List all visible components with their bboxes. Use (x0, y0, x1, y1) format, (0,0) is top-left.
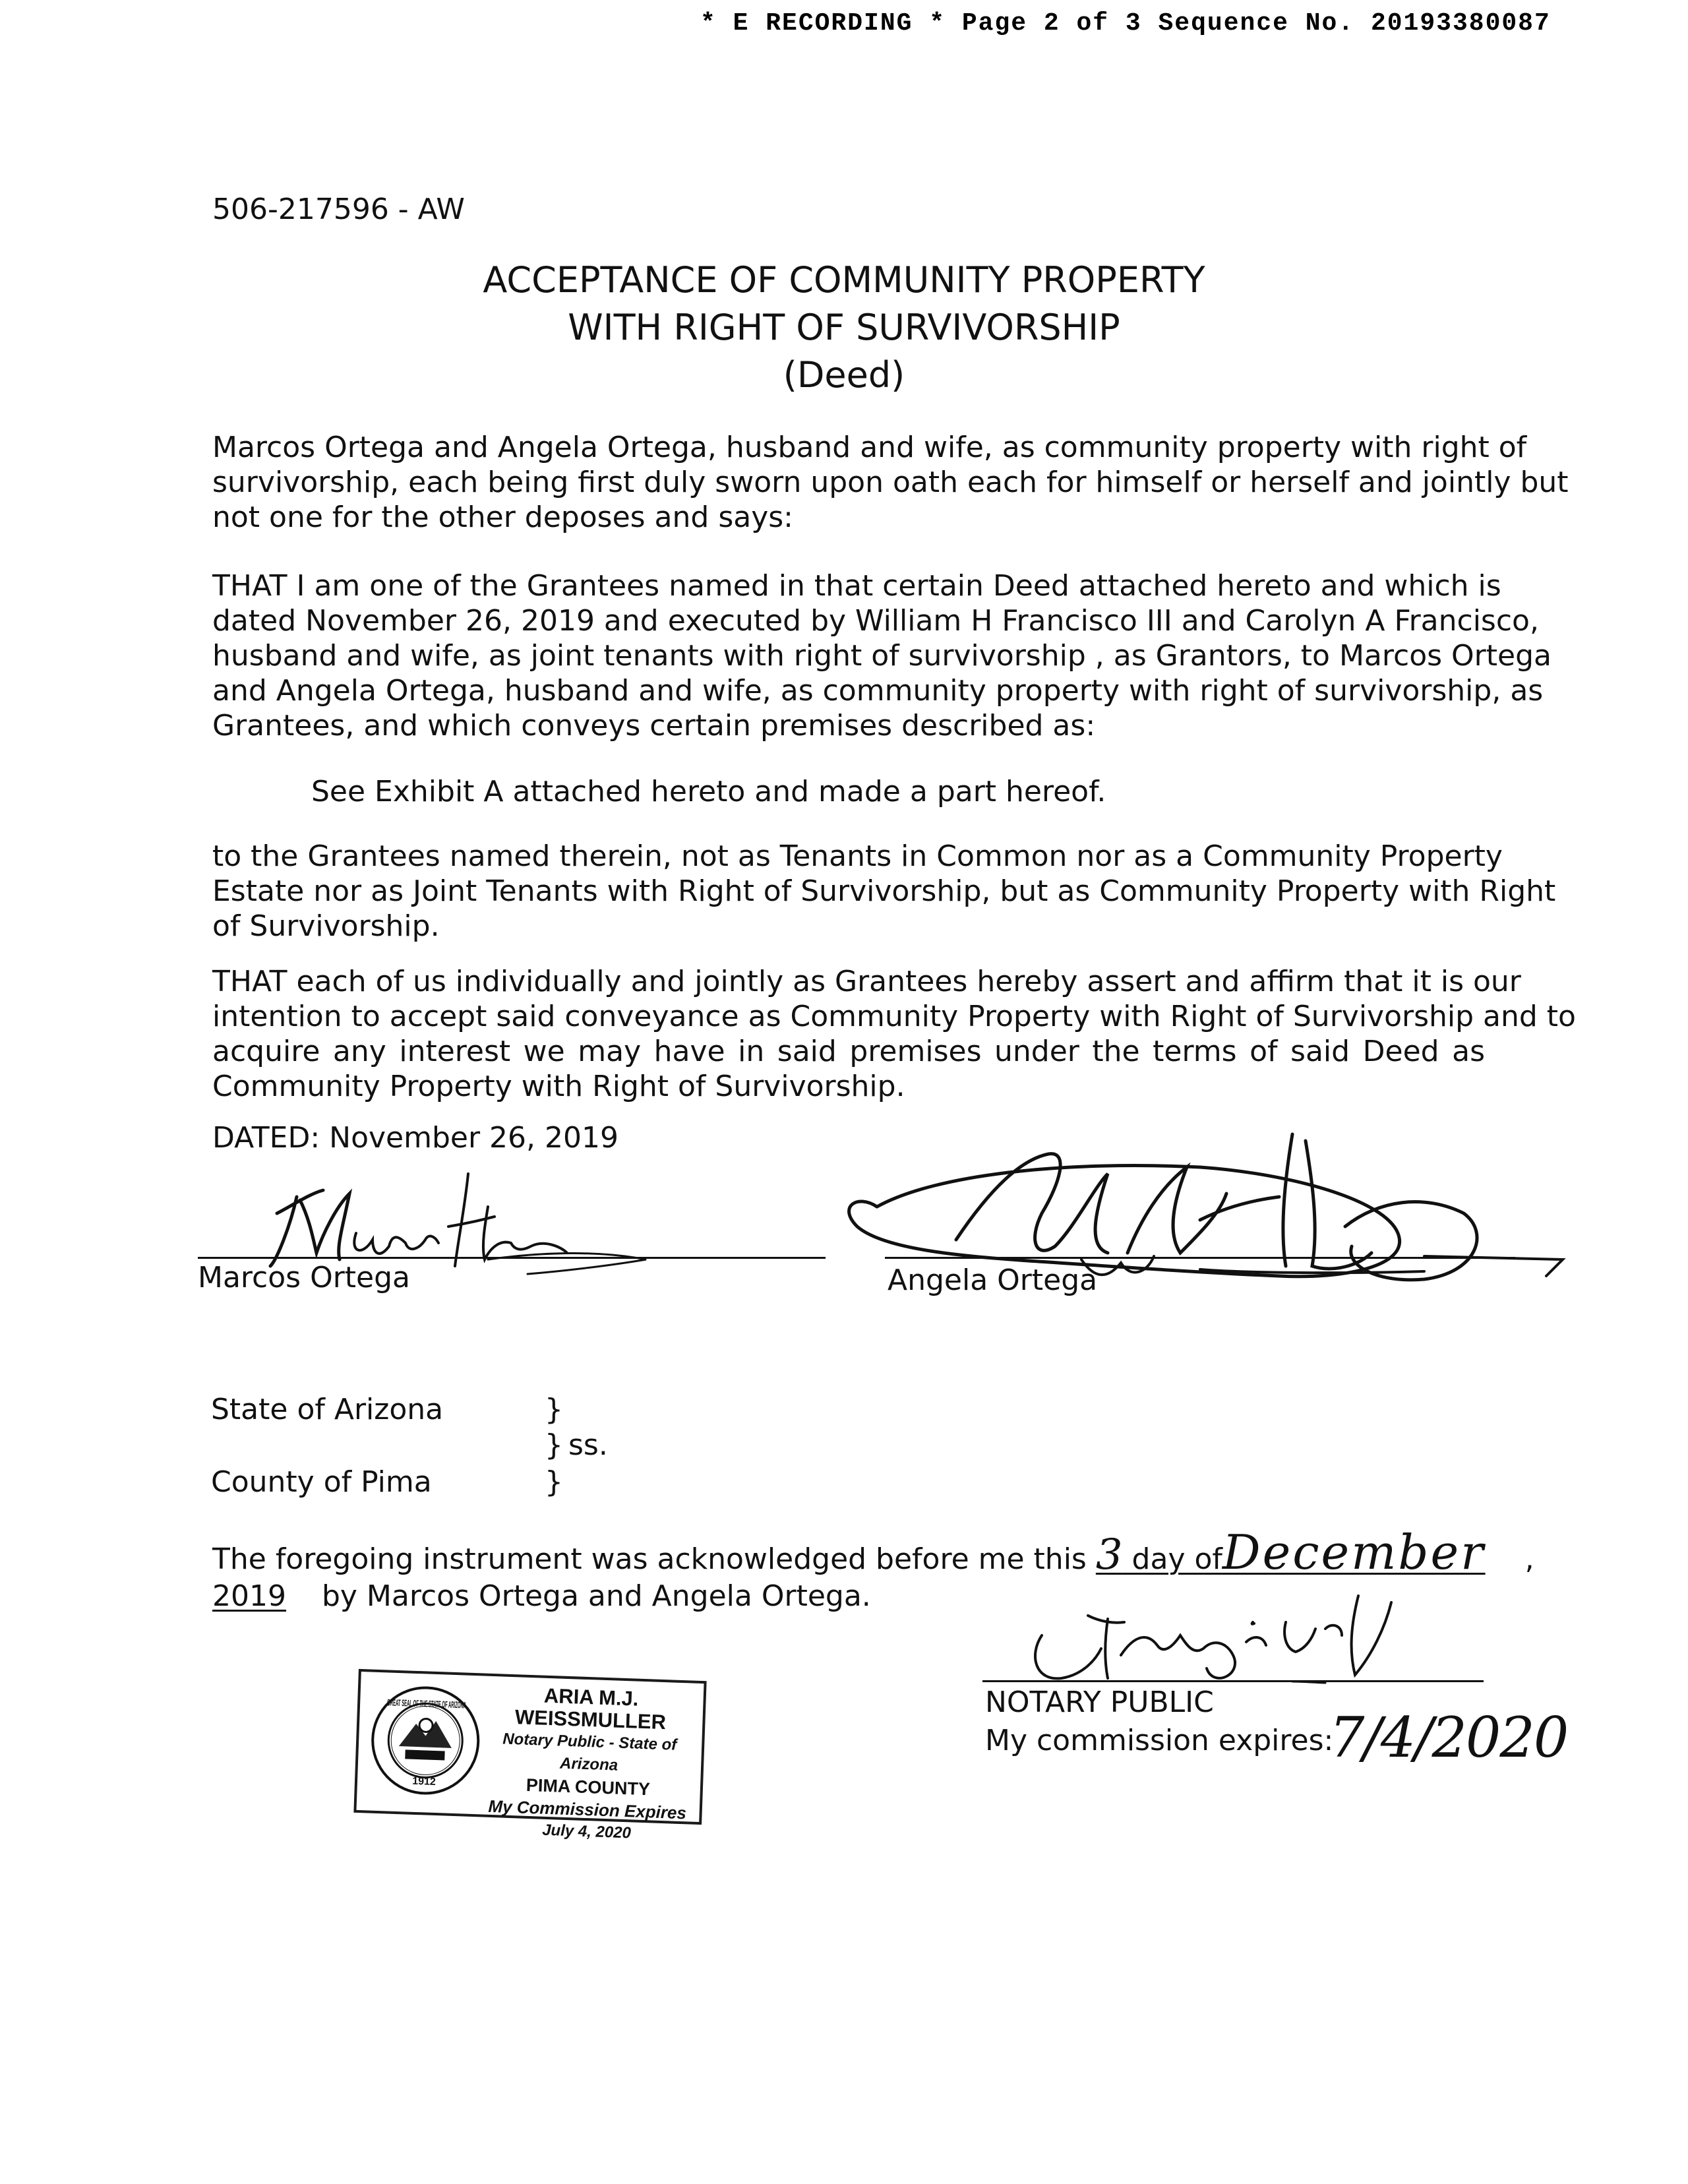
paragraph-line: survivorship, each being first duly sworn upon oath each for himself or herself and jointly but (212, 466, 1569, 499)
arizona-seal-icon (367, 1683, 574, 1799)
dated-line: DATED: November 26, 2019 (212, 1121, 618, 1155)
paragraph-line: Community Property with Right of Survivorship. (212, 1070, 905, 1103)
notary-stamp-text (481, 1683, 697, 1847)
paragraph-line: to the Grantees named therein, not as Tenants in Common nor as a Community Property (212, 839, 1503, 873)
paragraph-exhibit (311, 774, 1485, 809)
acknowledgment-line-1 (212, 1525, 1534, 1580)
seal-year: 1912 (411, 1775, 437, 1788)
notary-stamp-expires-date: July 4, 2020 (541, 1821, 632, 1842)
paragraph-line: See Exhibit A attached hereto and made a part hereof. (311, 775, 1106, 808)
ack-text-before-day: The foregoing instrument was acknowledged before me this (212, 1542, 1096, 1576)
file-number: 506-217596 - AW (212, 193, 465, 226)
document-title-line-2: WITH RIGHT OF SURVIVORSHIP (568, 307, 1120, 348)
paragraph-line: intention to accept said conveyance as Community Property with Right of Survivorship and to (212, 1000, 1576, 1033)
paragraph-line: Estate nor as Joint Tenants with Right of Survivorship, but as Community Property with Right (212, 874, 1556, 908)
venue-brace: } (545, 1428, 563, 1462)
seal-text: GREAT SEAL OF THE STATE OF ARIZONA (386, 1697, 574, 1714)
paragraph-affirmation (212, 964, 1576, 1104)
ack-text-after-year: by Marcos Ortega and Angela Ortega. (312, 1579, 871, 1613)
paragraph-line: and Angela Ortega, husband and wife, as community property with right of survivorship, as (212, 674, 1544, 708)
paragraph-grantees (212, 568, 1552, 743)
notary-commission-label: My commission expires: (985, 1724, 1334, 1757)
venue-state: State of Arizona (211, 1393, 444, 1426)
paragraph-line: not one for the other deposes and says: (212, 501, 793, 534)
signature-notary (1015, 1583, 1477, 1695)
notary-stamp-county: PIMA COUNTY (526, 1774, 651, 1800)
paragraph-deponents (212, 430, 1569, 535)
signer-name-marcos: Marcos Ortega (198, 1261, 411, 1294)
signature-line-marcos (198, 1257, 826, 1259)
ack-year (212, 1579, 313, 1613)
ack-day-field (1095, 1525, 1525, 1580)
ack-month-handwritten: December (1222, 1525, 1486, 1580)
paragraph-line: dated November 26, 2019 and executed by William H Francisco III and Carolyn A Francisco, (212, 604, 1539, 638)
paragraph-line: acquire any interest we may have in said premises under the terms of said Deed as (212, 1035, 1485, 1068)
signer-name-angela: Angela Ortega (888, 1263, 1098, 1297)
paragraph-tenancy (212, 839, 1556, 944)
notary-stamp (353, 1669, 706, 1842)
notary-signature-line (982, 1680, 1484, 1682)
paragraph-line: husband and wife, as joint tenants with right of survivorship , as Grantors, to Marcos Ortega (212, 639, 1552, 673)
notary-stamp-title: Notary Public - State of Arizona (502, 1730, 677, 1774)
venue-ss: ss. (568, 1428, 608, 1462)
paragraph-line: THAT each of us individually and jointly as Grantees hereby assert and affirm that it is our (212, 965, 1521, 998)
recording-header: * E RECORDING * Page 2 of 3 Sequence No. 20193380087 (700, 9, 1551, 38)
paragraph-line: Marcos Ortega and Angela Ortega, husband and wife, as community property with right of (212, 431, 1527, 464)
notary-commission-date-handwritten: 7/4/2020 (1329, 1705, 1568, 1770)
ack-day-of: day of (1122, 1542, 1222, 1576)
venue-brace: } (545, 1465, 563, 1499)
paragraph-line: of Survivorship. (212, 909, 440, 943)
paragraph-line: THAT I am one of the Grantees named in that certain Deed attached hereto and which is (212, 569, 1501, 603)
signature-line-angela (885, 1257, 1515, 1259)
document-title-line-3: (Deed) (783, 354, 905, 396)
paragraph-line: Grantees, and which conveys certain premises described as: (212, 709, 1096, 743)
ack-day-handwritten: 3 (1095, 1531, 1123, 1579)
ack-year-value: 2019 (212, 1579, 286, 1613)
document-title-line-1: ACCEPTANCE OF COMMUNITY PROPERTY (483, 259, 1205, 301)
venue-brace: } (545, 1393, 563, 1426)
notary-stamp-expires-label: My Commission Expires (488, 1796, 687, 1823)
ack-comma: , (1524, 1542, 1534, 1576)
notary-public-label: NOTARY PUBLIC (985, 1685, 1214, 1719)
venue-county: County of Pima (211, 1465, 432, 1499)
notary-stamp-name: ARIA M.J. WEISSMULLER (514, 1684, 667, 1734)
